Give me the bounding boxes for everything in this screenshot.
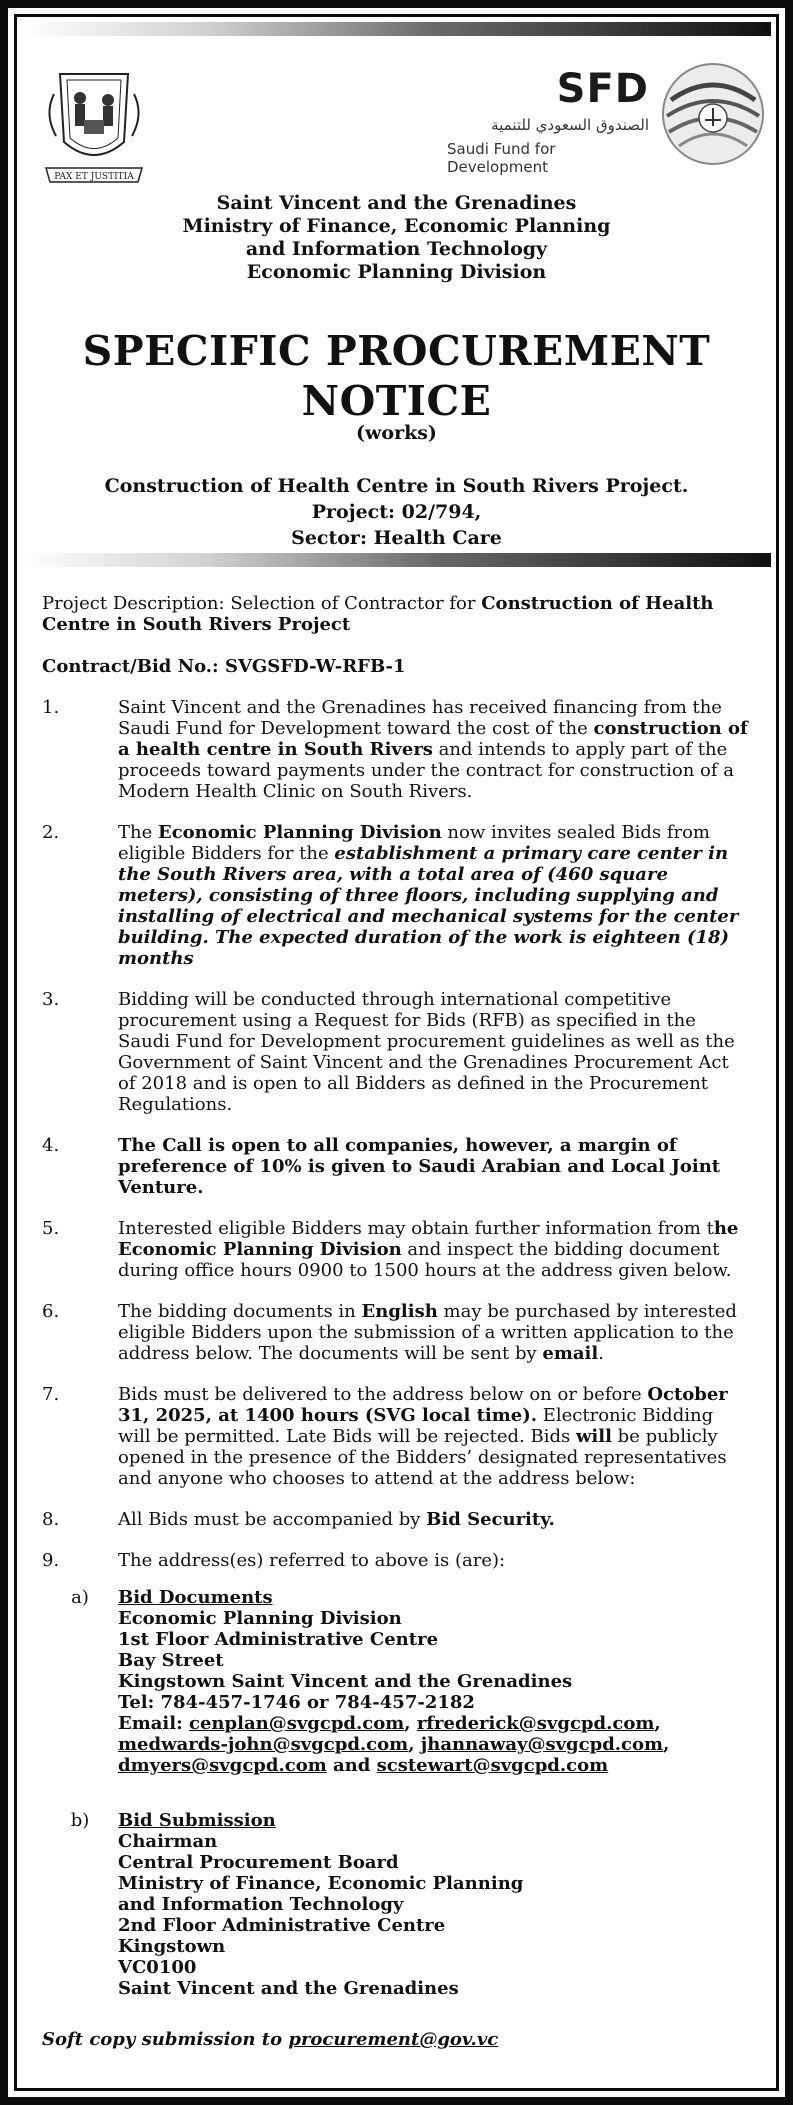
item-number: 3. <box>42 989 60 1010</box>
title-line-2: NOTICE <box>301 377 492 425</box>
address-emails <box>118 1713 751 1776</box>
email-link[interactable]: rfrederick@svgcpd.com <box>416 1713 655 1734</box>
email-link[interactable]: jhannaway@svgcpd.com <box>420 1734 664 1755</box>
list-item <box>42 1218 751 1281</box>
item-number: 4. <box>42 1135 60 1156</box>
list-item <box>42 1384 751 1489</box>
item-text-part: may be purchased by interested eligible Bidders upon the submission of a written application to the address below. The documents will be sent by <box>118 1301 737 1364</box>
item-text-bold: Bid Security. <box>426 1509 555 1530</box>
item-text <box>118 1509 751 1530</box>
item-text-bold: he Economic Planning Division <box>118 1218 739 1260</box>
item-text-part: and inspect the bidding document during office hours 0900 to 1500 hours at the address given below. <box>118 1239 732 1281</box>
item-text <box>118 1218 751 1281</box>
address-label: b) <box>70 1810 90 1831</box>
item-text-bold: The Call is open to all companies, however, a margin of preference of 10% is given to Saudi Arabian and Local Joint Venture. <box>118 1135 721 1198</box>
item-text-part: The bidding documents in <box>118 1301 362 1322</box>
ministry-line-2: and Information Technology <box>245 238 548 260</box>
email-separator: , <box>408 1734 421 1755</box>
sfd-english-name: Saudi Fund for Development <box>447 140 556 176</box>
item-text <box>118 1135 751 1198</box>
item-text <box>118 1301 751 1364</box>
item-text-part: All Bids must be accompanied by <box>118 1509 427 1530</box>
item-number: 9. <box>42 1550 60 1571</box>
title-line-1: SPECIFIC PROCUREMENT <box>82 327 711 375</box>
item-text <box>118 697 751 802</box>
page-title <box>22 326 771 426</box>
address-line: Central Procurement Board <box>118 1852 399 1873</box>
item-text-bold-italic: establishment a primary care center in the South Rivers area, with a total area of (460 square meters), consisting of three floors, including supplying and installing of electrical and mechanical systems for the center building. The expected duration of the work is eighteen (18) months <box>118 843 739 969</box>
sfd-emblem-icon <box>659 60 767 168</box>
project-sector: Sector: Health Care <box>291 527 502 549</box>
sfd-letters: SFD <box>556 66 649 112</box>
email-separator: , <box>404 1713 417 1734</box>
notice <box>22 22 771 2050</box>
item-text-bold: email <box>542 1343 599 1364</box>
item-number: 7. <box>42 1384 60 1405</box>
coat-of-arms-icon <box>40 64 148 190</box>
address-line: Chairman <box>118 1831 218 1852</box>
description-project: Construction of Health Centre in South Rivers Project <box>42 593 714 635</box>
address-line: 2nd Floor Administrative Centre <box>118 1915 446 1936</box>
email-separator: and <box>326 1755 377 1776</box>
item-number: 2. <box>42 822 60 843</box>
address-line: Kingstown Saint Vincent and the Grenadines <box>118 1671 573 1692</box>
email-separator: , <box>663 1734 670 1755</box>
list-item <box>42 822 751 969</box>
address-line: VC0100 <box>118 1957 197 1978</box>
softcopy-prefix: Soft copy submission to <box>42 2029 289 2050</box>
item-text: The address(es) referred to above is (are): <box>118 1550 506 1571</box>
address-lines <box>118 1587 751 1776</box>
item-text <box>118 822 751 969</box>
item-text-part: . <box>598 1343 604 1364</box>
project-block <box>22 473 771 551</box>
item-text-part: Saint Vincent and the Grenadines has received financing from the Saudi Fund for Development toward the cost of the <box>118 697 722 739</box>
item-number: 6. <box>42 1301 60 1322</box>
item-text-part: and intends to apply part of the proceeds toward payments under the contract for construction of a Modern Health Clinic on South Rivers. <box>118 739 734 802</box>
address-line: Ministry of Finance, Economic Planning <box>118 1873 524 1894</box>
description-prefix: Project Description: Selection of Contractor for <box>42 593 482 614</box>
address-line: Economic Planning Division <box>118 1608 402 1629</box>
top-gradient-bar <box>22 22 771 36</box>
project-description <box>42 593 751 635</box>
address-phone: Tel: 784-457-1746 or 784-457-2182 <box>118 1692 475 1713</box>
item-text-part: Electronic Bidding will be permitted. Late Bids will be rejected. Bids <box>118 1405 714 1447</box>
notice-header <box>22 36 771 553</box>
item-number: 5. <box>42 1218 60 1239</box>
address-line: Bay Street <box>118 1650 224 1671</box>
item-text-part: The <box>118 822 158 843</box>
list-item <box>42 1550 751 1571</box>
address-line: and Information Technology <box>118 1894 404 1915</box>
sfd-arabic-name: الصندوق السعودي للتنمية <box>491 116 649 134</box>
notice-body <box>22 567 771 2050</box>
item-number: 8. <box>42 1509 60 1530</box>
list-item <box>42 1509 751 1530</box>
item-text-bold: English <box>361 1301 438 1322</box>
address-line: Saint Vincent and the Grenadines <box>118 1978 459 1999</box>
email-label: Email: <box>118 1713 190 1734</box>
email-link[interactable]: medwards-john@svgcpd.com <box>118 1734 409 1755</box>
item-text-bold: construction of a health centre in South Rivers <box>118 718 748 760</box>
sfd-logo <box>447 60 767 176</box>
email-separator: , <box>654 1713 661 1734</box>
item-text: Bidding will be conducted through international competitive procurement using a Request for Bids (RFB) as specified in the Saudi Fund for Development procurement guidelines as well as the Government of Saint Vincent and the Grenadines Procurement Act of 2018 and is open to all Bidders as defined in the Procurement Regulations. <box>118 989 735 1115</box>
item-text-part: now invites sealed Bids from eligible Bidders for the <box>118 822 710 864</box>
address-bid-documents <box>42 1587 751 1776</box>
list-item <box>42 1301 751 1364</box>
middle-gradient-bar <box>22 553 771 567</box>
crest-motto: PAX ET JUSTITIA <box>54 172 134 182</box>
ministry-block <box>22 192 771 284</box>
project-number: Project: 02/794, <box>311 501 482 523</box>
address-lines <box>118 1810 751 1999</box>
address-bid-submission <box>42 1810 751 1999</box>
contract-number: Contract/Bid No.: SVGSFD-W-RFB-1 <box>42 656 406 677</box>
item-text-part: Bids must be delivered to the address below on or before <box>118 1384 648 1405</box>
item-text <box>118 1384 751 1489</box>
email-link[interactable]: dmyers@svgcpd.com <box>118 1755 327 1776</box>
address-heading: Bid Submission <box>118 1810 276 1831</box>
list-item <box>42 697 751 802</box>
item-text-part: be publicly opened in the presence of the Bidders’ designated representatives and anyone who chooses to attend at the address below: <box>118 1426 727 1489</box>
division-name: Economic Planning Division <box>246 261 547 283</box>
address-heading: Bid Documents <box>118 1587 273 1608</box>
address-line: 1st Floor Administrative Centre <box>118 1629 439 1650</box>
page-subtitle: (works) <box>356 422 437 444</box>
item-text-bold: Economic Planning Division <box>157 822 442 843</box>
email-link[interactable]: cenplan@svgcpd.com <box>189 1713 405 1734</box>
softcopy-email-link[interactable]: procurement@gov.vc <box>288 2029 499 2050</box>
address-label: a) <box>71 1587 89 1608</box>
project-name: Construction of Health Centre in South Rivers Project. <box>104 475 689 497</box>
list-item <box>42 989 751 1115</box>
item-text-bold: October 31, 2025, at 1400 hours (SVG local time). <box>118 1384 728 1426</box>
address-line: Kingstown <box>118 1936 226 1957</box>
softcopy-note <box>42 2029 751 2050</box>
ministry-line-1: Ministry of Finance, Economic Planning <box>182 215 611 237</box>
country-name: Saint Vincent and the Grenadines <box>216 192 577 214</box>
item-number: 1. <box>42 697 60 718</box>
item-text-part: Interested eligible Bidders may obtain further information from t <box>118 1218 714 1239</box>
item-text-bold: will <box>575 1426 612 1447</box>
email-link[interactable]: scstewart@svgcpd.com <box>376 1755 609 1776</box>
list-item <box>42 1135 751 1198</box>
